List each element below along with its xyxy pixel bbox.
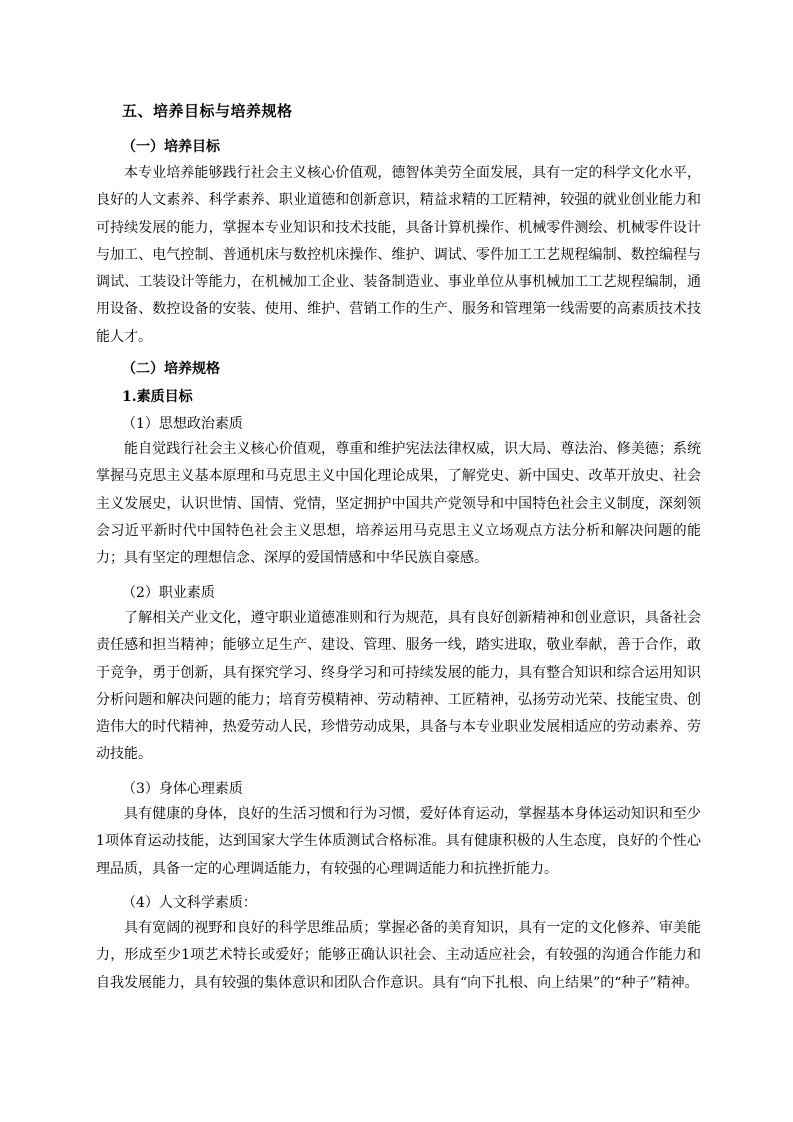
goal-heading: （一）培养目标 [122, 139, 220, 155]
item-text-physical: 具有健康的身体，良好的生活习惯和行为习惯，爱好体育运动，掌握基本身体运动知识和至少1项体育运动技能，达到国家大学生体质测试合格标准。具有健康积极的人生态度，良好的个性心理品质，具备一定的心理调适能力，有较强的心理调适能力和抗挫折能力。 [96, 806, 701, 877]
item-text-political: 能自觉践行社会主义核心价值观，尊重和维护宪法法律权威，识大局、尊法治、修美德；系统掌握马克思主义基本原理和马克思主义中国化理论成果，了解党史、新中国史、改革开放史、社会主义发展史，认识世情、国情、党情，坚定拥护中国共产党领导和中国特色社会主义制度，深刻领会习近平新时代中国特色社会主义思想，培养运用马克思主义立场观点方法分析和解决问题的能力；具有坚定的理想信念、深厚的爱国情感和中华民族自豪感。 [96, 441, 701, 567]
item-text-humanities: 具有宽阔的视野和良好的科学思维品质；掌握必备的美育知识，具有一定的文化修养、审美能力，形成至少1项艺术特长或爱好；能够正确认识社会、主动适应社会，有较强的沟通合作能力和自我发展能力，具有较强的集体意识和团队合作意识。具有“向下扎根、向上结果”的“种子”精神。 [96, 920, 701, 991]
item-title-political: （1）思想政治素质 [122, 416, 243, 432]
goal-paragraph: 本专业培养能够践行社会主义核心价值观，德智体美劳全面发展，具有一定的科学文化水平，良好的人文素养、科学素养、职业道德和创新意识，精益求精的工匠精神，较强的就业创业能力和可持续发展的能力，掌握本专业知识和技术技能，具备计算机操作、机械零件测绘、机械零件设计与加工、电气控制、普通机床与数控机床操作、维护、调试、零件加工工艺规程编制、数控编程与调试、工装设计等能力，在机械加工企业、装备制造业、事业单位从事机械加工工艺规程编制，通用设备、数控设备的安装、使用、维护、营销工作的生产、服务和管理第一线需要的高素质技术技能人才。 [96, 165, 701, 345]
item-title-professional: （2）职业素质 [122, 585, 215, 601]
item-text-professional: 了解相关产业文化，遵守职业道德准则和行为规范，具有良好创新精神和创业意识，具备社会责任感和担当精神；能够立足生产、建设、管理、服务一线，踏实进取，敬业奉献，善于合作，敢于竞争，勇于创新，具有探究学习、终身学习和可持续发展的能力，具有整合知识和综合运用知识分析问题和解决问题的能力；培育劳模精神、劳动精神、工匠精神，弘扬劳动光荣、技能宝贵、创造伟大的时代精神，热爱劳动人民，珍惜劳动成果，具备与本专业职业发展相适应的劳动素养、劳动技能。 [96, 610, 701, 763]
item-title-humanities: （4）人文科学素质： [122, 895, 257, 911]
item-title-physical: （3）身体心理素质 [122, 781, 243, 797]
section-title: 五、培养目标与培养规格 [122, 102, 293, 120]
quality-heading: 1.素质目标 [122, 389, 193, 405]
spec-heading: （二）培养规格 [122, 361, 220, 377]
